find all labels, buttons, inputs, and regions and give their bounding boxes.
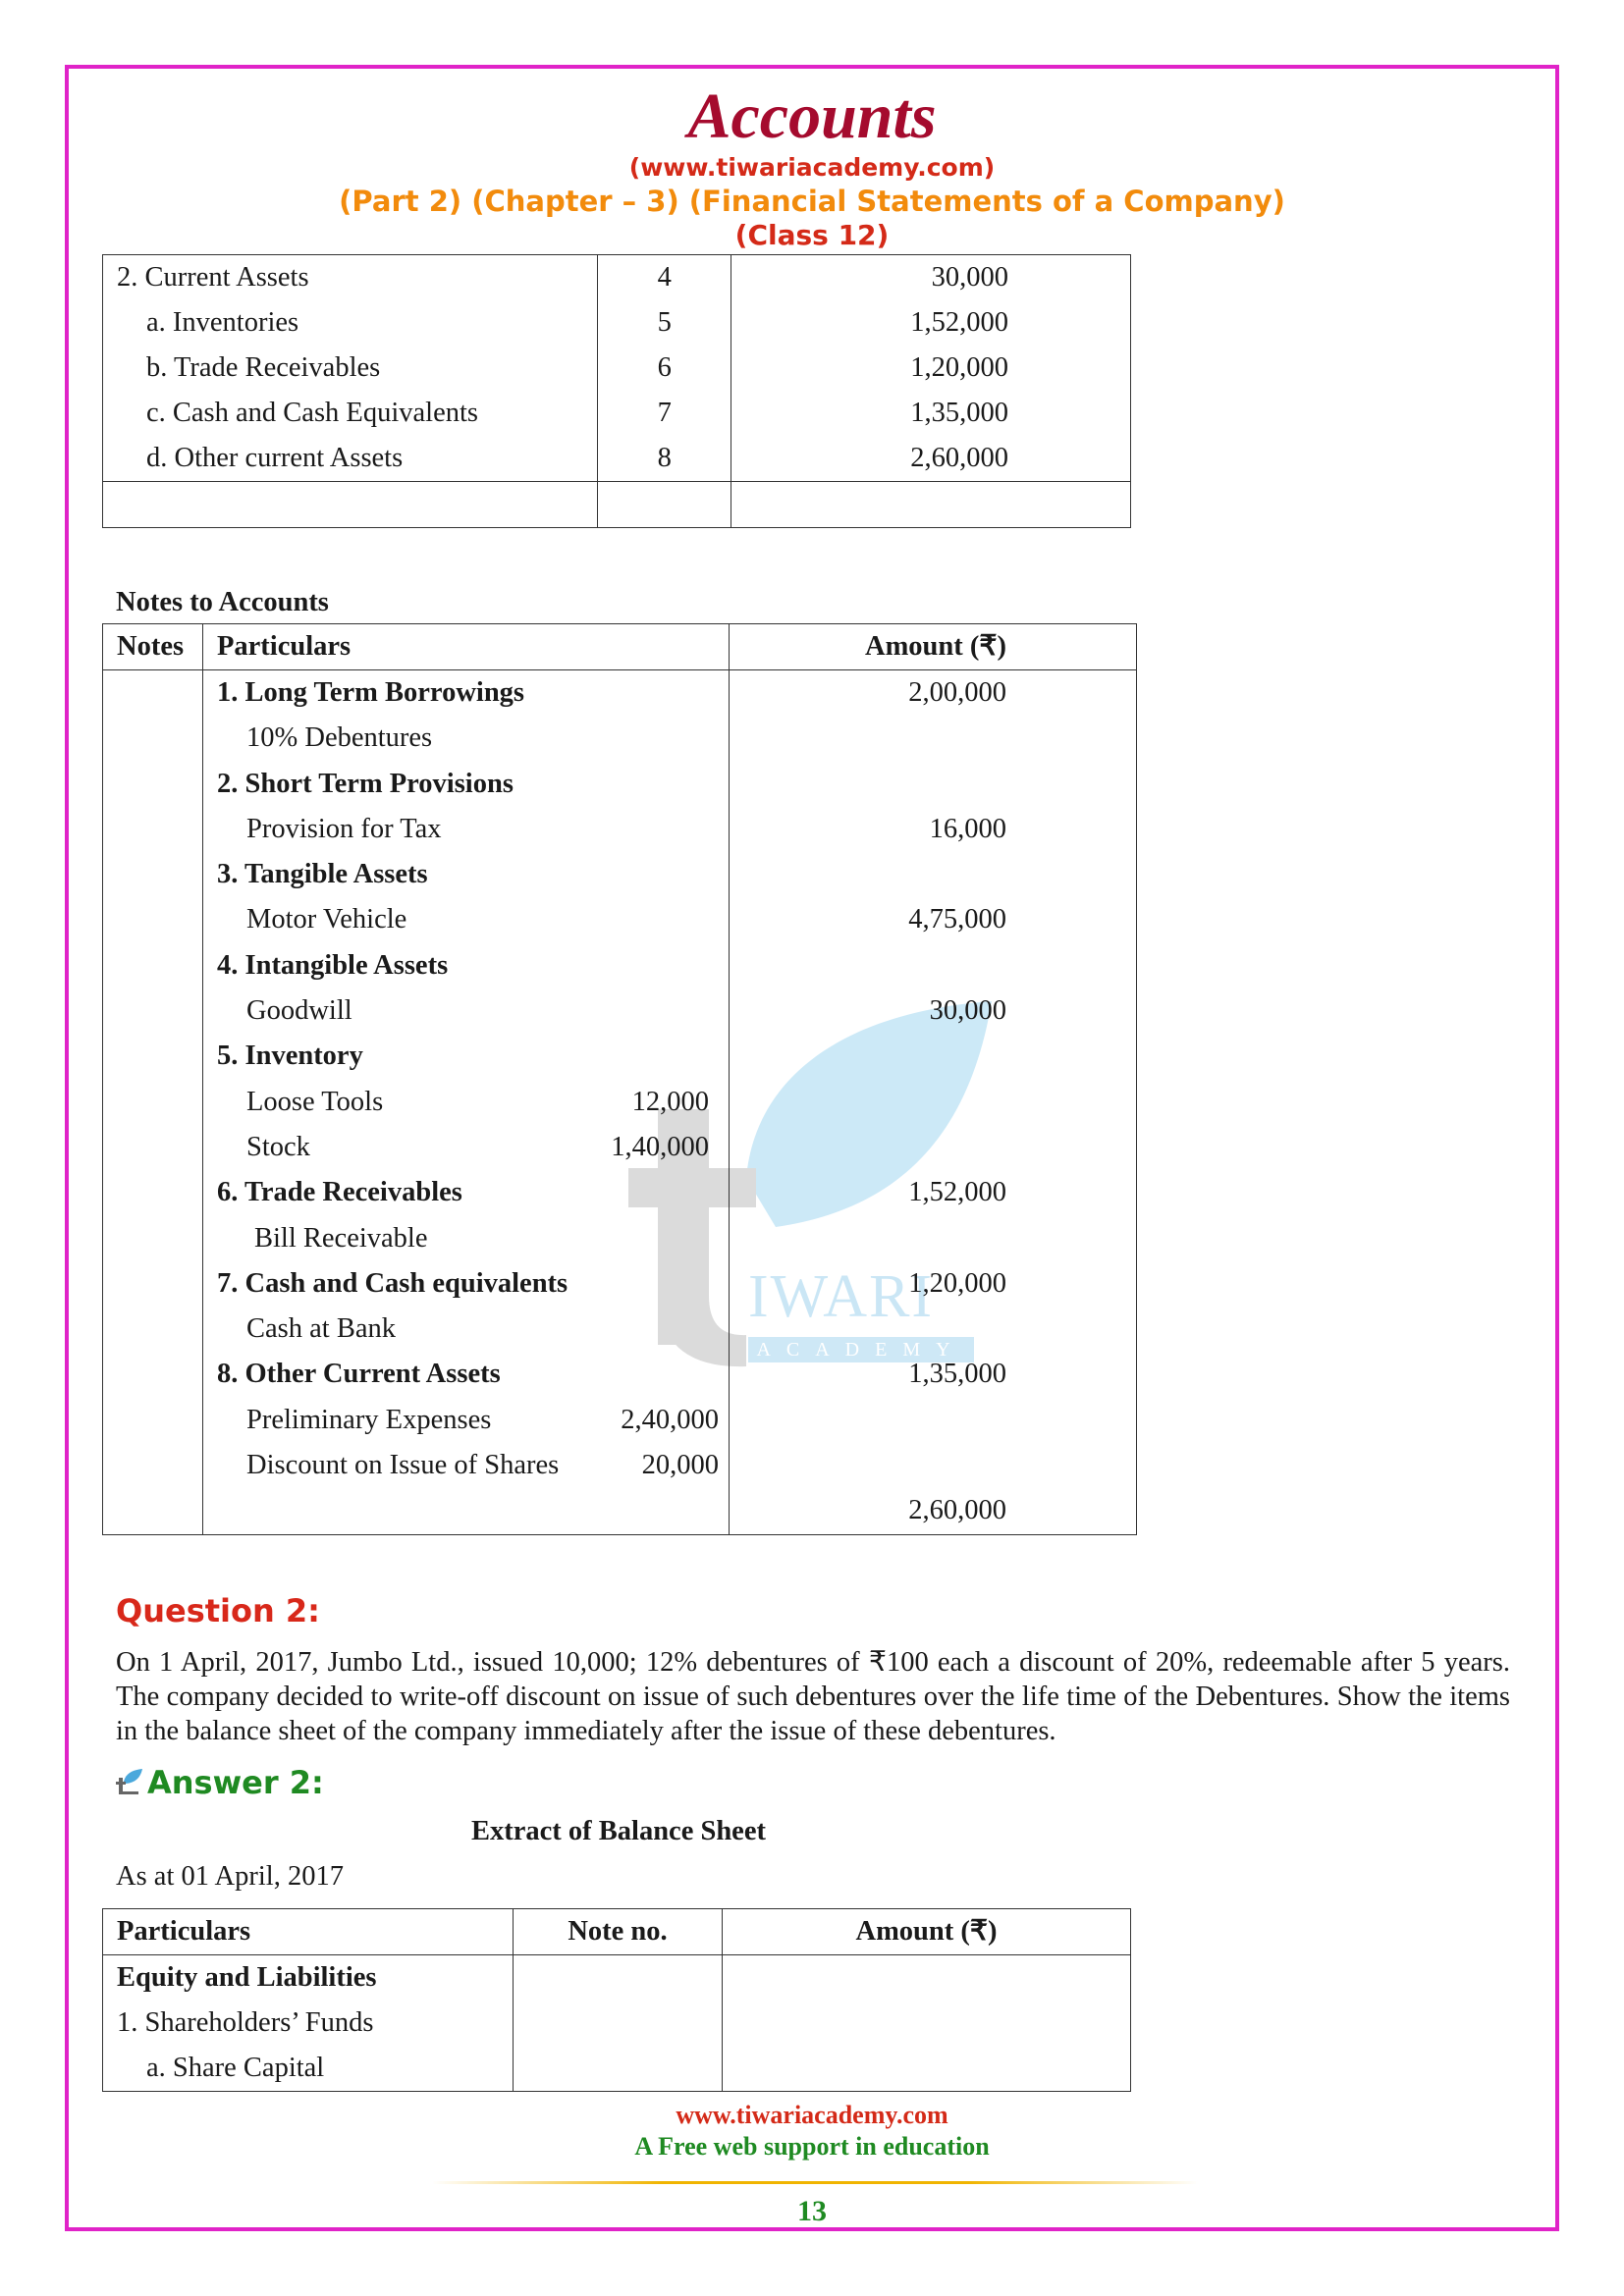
watermark-word: IWARI (748, 1263, 935, 1330)
note-item: Bill Receivable (254, 1222, 428, 1254)
note-item-label: Stock (246, 1131, 310, 1162)
note-item-blank (217, 1488, 729, 1533)
watermark-sub: ACADEMY (748, 1337, 974, 1362)
note-item: Cash at Bank (246, 1313, 396, 1345)
note-amount: 4,75,000 (908, 904, 1006, 935)
table-cell-particular: a. Inventories (146, 307, 299, 338)
table-row-empty (103, 482, 1131, 528)
header-particulars: Particulars (103, 1909, 514, 1955)
footer-site: www.tiwariacademy.com (676, 2101, 948, 2129)
note-amount: 2,60,000 (908, 1495, 1006, 1526)
note-item-label: Preliminary Expenses (246, 1404, 492, 1435)
note-amount (730, 943, 1006, 988)
extract-title: Extract of Balance Sheet (471, 1816, 766, 1846)
question-2-text: On 1 April, 2017, Jumbo Ltd., issued 10,000; 12% debentures of ₹100 each a discount of 20%, redeemable after 5 years. The company decided to write-off discount on issue of such debentures over the life time of the Debentures. Show the items in the balance sheet of the company immediately after the issue of these debentures. (116, 1647, 1510, 1746)
note-amount (730, 1216, 1006, 1261)
note-amount (730, 1443, 1006, 1488)
table-cell-amount: 1,35,000 (910, 398, 1008, 428)
header-particulars: Particulars (203, 624, 730, 670)
note-heading: 1. Long Term Borrowings (217, 677, 525, 708)
note-item-subamount: 20,000 (641, 1450, 719, 1481)
note-item: Goodwill (246, 995, 352, 1027)
note-item-label: Discount on Issue of Shares (246, 1450, 560, 1481)
note-heading: 2. Short Term Provisions (217, 768, 514, 799)
note-item (217, 1443, 729, 1488)
table-cell-particular: c. Cash and Cash Equivalents (146, 398, 478, 428)
table-body-row (103, 1955, 1131, 2092)
table-cell-particular: a. Share Capital (146, 2053, 325, 2083)
header-note-no: Note no. (514, 1909, 723, 1955)
note-heading: 3. Tangible Assets (217, 859, 428, 890)
note-amount (730, 716, 1006, 761)
note-amount: 1,20,000 (908, 1267, 1006, 1299)
table-cell-note: 4 (657, 262, 672, 293)
table-body-row (103, 670, 1137, 1535)
answer-2-heading: Answer 2: (147, 1764, 324, 1801)
note-amount (730, 852, 1006, 897)
note-item-subamount: 2,40,000 (621, 1404, 719, 1435)
note-amount: 2,00,000 (908, 677, 1006, 708)
header-notes: Notes (103, 624, 203, 670)
header-amount: Amount (₹) (723, 1909, 1131, 1955)
note-amount (730, 1398, 1006, 1443)
note-item-label: Loose Tools (246, 1086, 384, 1117)
table-cell-note: 5 (657, 307, 672, 338)
page-title: Accounts (687, 80, 937, 152)
table-cell-amount: 2,60,000 (910, 443, 1008, 473)
table-cell-particular: b. Trade Receivables (146, 352, 381, 383)
note-item (217, 1398, 729, 1443)
as-at-date: As at 01 April, 2017 (116, 1861, 344, 1892)
table-header-row (103, 624, 1137, 670)
notes-to-accounts-table (102, 623, 1137, 1535)
table-cell-amount: 1,20,000 (910, 352, 1008, 383)
note-heading: 4. Intangible Assets (217, 949, 449, 981)
footer-divider (432, 2181, 1198, 2184)
header-amount: Amount (₹) (730, 624, 1137, 670)
note-amount: 30,000 (929, 995, 1006, 1027)
table-cell-note: 8 (657, 443, 672, 473)
table-cell-particular: Equity and Liabilities (117, 1962, 377, 1993)
note-heading: 6. Trade Receivables (217, 1177, 462, 1208)
note-item (217, 1125, 729, 1170)
note-amount (730, 1080, 1006, 1125)
table-cell-amount: 30,000 (931, 262, 1008, 293)
note-item: 10% Debentures (246, 722, 433, 754)
answer-2-heading-block (116, 1764, 324, 1801)
note-item: Provision for Tax (246, 813, 442, 844)
page-number: 13 (797, 2195, 827, 2227)
note-item: Motor Vehicle (246, 904, 407, 935)
header-site: (www.tiwariacademy.com) (628, 153, 996, 182)
note-item-subamount: 1,40,000 (611, 1131, 709, 1162)
tiwari-leaf-icon (116, 1768, 143, 1797)
note-heading: 5. Inventory (217, 1041, 363, 1072)
note-amount: 16,000 (929, 813, 1006, 844)
note-amount (730, 1034, 1006, 1079)
table-header-row (103, 1909, 1131, 1955)
table-cell-particular: 2. Current Assets (117, 262, 309, 293)
balance-sheet-extract-table (102, 1908, 1131, 2092)
table-cell-note: 7 (657, 398, 672, 428)
question-2-heading: Question 2: (116, 1592, 320, 1629)
header-chapter: (Part 2) (Chapter – 3) (Financial Statements of a Company) (339, 185, 1285, 218)
note-item-subamount: 12,000 (631, 1086, 709, 1117)
note-amount (730, 762, 1006, 807)
table-cell-particular: d. Other current Assets (146, 443, 404, 473)
note-heading: 7. Cash and Cash equivalents (217, 1267, 568, 1299)
header-class: (Class 12) (734, 219, 890, 251)
notes-to-accounts-label: Notes to Accounts (116, 587, 329, 617)
table-cell-amount: 1,52,000 (910, 307, 1008, 338)
note-amount (730, 1307, 1006, 1352)
table-cell-note: 6 (657, 352, 672, 383)
note-amount: 1,52,000 (908, 1177, 1006, 1208)
note-item (217, 1080, 729, 1125)
note-amount (730, 1125, 1006, 1170)
table-cell-particular: 1. Shareholders’ Funds (117, 2007, 374, 2038)
note-amount: 1,35,000 (908, 1359, 1006, 1390)
note-heading: 8. Other Current Assets (217, 1359, 501, 1390)
footer-tagline: A Free web support in education (634, 2132, 990, 2161)
table-row (103, 255, 1131, 482)
current-assets-table (102, 254, 1131, 528)
